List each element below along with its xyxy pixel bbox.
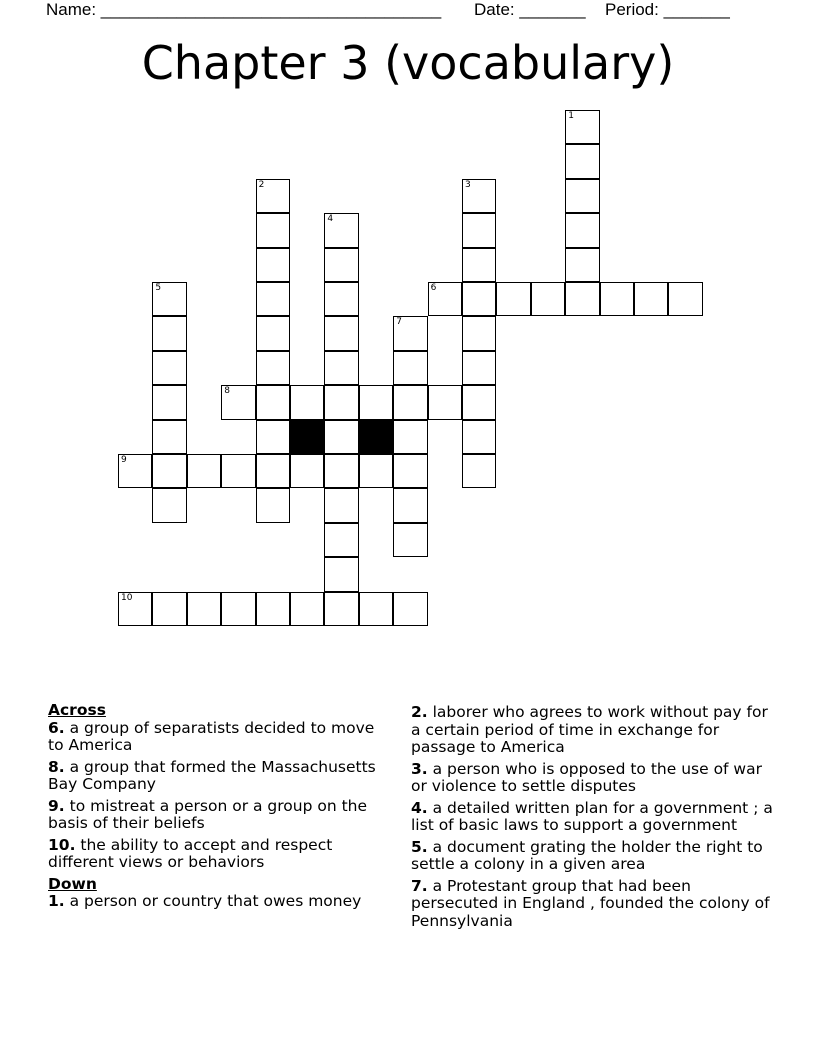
grid-cell[interactable] [221,454,255,488]
clue-down-7: 7. a Protestant group that had been persecuted in England , founded the colony of Pennsylvania [411,876,770,930]
grid-cell[interactable] [462,248,496,282]
clues-column-right [411,704,781,934]
grid-cell[interactable] [324,557,358,591]
grid-cell[interactable] [565,282,599,316]
date-field[interactable]: Date: _______ [474,0,586,19]
cell-number: 1 [568,111,574,121]
name-field[interactable]: Name: ____________________________________ [46,0,442,19]
grid-cell[interactable] [221,385,255,419]
grid-cell[interactable] [221,592,255,626]
cell-number: 2 [258,179,265,190]
grid-cell[interactable] [152,385,186,419]
cell-number: 10 [121,592,133,603]
grid-cell[interactable] [462,351,496,385]
grid-cell[interactable] [256,316,290,350]
grid-cell[interactable] [393,316,427,350]
grid-cell[interactable] [600,282,634,316]
grid-cell[interactable] [428,282,462,316]
grid-cell[interactable] [187,454,221,488]
grid-cell[interactable] [256,592,290,626]
grid-cell[interactable] [428,385,462,419]
grid-cell[interactable] [256,179,290,213]
black-cell [359,420,393,454]
grid-cell[interactable] [324,454,358,488]
grid-cell[interactable] [393,592,427,626]
cell-number: 4 [327,214,334,225]
grid-cell[interactable] [462,316,496,350]
grid-cell[interactable] [324,282,358,316]
grid-cell[interactable] [324,385,358,419]
grid-cell[interactable] [152,351,186,385]
grid-cell[interactable] [462,454,496,488]
grid-cell[interactable] [324,316,358,350]
grid-cell[interactable] [496,282,530,316]
clue-down-3: 3. a person who is opposed to the use of war or violence to settle disputes [411,759,762,795]
grid-cell[interactable] [324,592,358,626]
grid-cell[interactable] [290,454,324,488]
clue-across: 10. the ability to accept and respect different views or behaviors [48,835,333,871]
cell-number: 5 [155,283,162,293]
grid-cell[interactable] [118,454,152,488]
grid-cell[interactable] [256,248,290,282]
grid-cell[interactable] [359,592,393,626]
grid-cell[interactable] [256,351,290,385]
grid-cell[interactable] [393,420,427,454]
clues-column-left [48,702,393,915]
cell-number: 9 [121,455,127,465]
grid-cell[interactable] [393,385,427,419]
grid-cell[interactable] [256,385,290,419]
grid-cell[interactable] [256,213,290,247]
clue-down-2: 2. laborer who agrees to work without pay for a certain period of time in exchange for passage to America [411,703,768,756]
grid-cell[interactable] [152,592,186,626]
cell-number: 3 [465,179,471,190]
grid-cell[interactable] [324,488,358,522]
grid-cell[interactable] [118,592,152,626]
period-field[interactable]: Period: _______ [605,0,730,19]
grid-cell[interactable] [359,454,393,488]
grid-cell[interactable] [256,420,290,454]
grid-cell[interactable] [152,420,186,454]
grid-cell[interactable] [462,213,496,247]
grid-cell[interactable] [565,179,599,213]
grid-cell[interactable] [324,213,358,247]
grid-cell[interactable] [393,454,427,488]
down-heading: Down [48,874,97,893]
grid-cell[interactable] [324,420,358,454]
grid-cell[interactable] [290,592,324,626]
grid-cell[interactable] [256,488,290,522]
cell-number: 7 [396,317,402,328]
clue-across: 9. to mistreat a person or a group on the basis of their beliefs [48,796,368,832]
grid-cell[interactable] [462,420,496,454]
grid-cell[interactable] [324,248,358,282]
grid-cell[interactable] [462,385,496,419]
cell-number: 8 [224,386,230,397]
across-heading: Across [48,701,106,719]
grid-cell[interactable] [324,351,358,385]
page-title: Chapter 3 (vocabulary) [141,36,675,90]
grid-cell[interactable] [256,454,290,488]
clue-down-4: 4. a detailed written plan for a government ; a list of basic laws to support a government [411,798,773,834]
grid-cell[interactable] [359,385,393,419]
clue-across: 6. a group of separatists decided to move to America [48,718,375,754]
clue-down-1: 1. a person or country that owes money [48,892,362,910]
grid-cell[interactable] [565,248,599,282]
cell-number: 6 [430,283,437,293]
grid-cell[interactable] [152,488,186,522]
grid-cell[interactable] [462,179,496,213]
grid-cell[interactable] [256,282,290,316]
clue-across: 8. a group that formed the Massachusetts Bay Company [48,757,376,793]
grid-cell[interactable] [152,316,186,350]
grid-cell[interactable] [393,488,427,522]
grid-cell[interactable] [324,523,358,557]
grid-cell[interactable] [462,282,496,316]
black-cell [290,420,324,454]
grid-cell[interactable] [565,110,599,144]
grid-cell[interactable] [531,282,565,316]
grid-cell[interactable] [393,351,427,385]
grid-cell[interactable] [634,282,668,316]
clue-down-5: 5. a document grating the holder the right to settle a colony in a given area [411,837,763,873]
grid-cell[interactable] [565,213,599,247]
grid-cell[interactable] [290,385,324,419]
grid-cell[interactable] [565,144,599,178]
grid-cell[interactable] [152,454,186,488]
grid-cell[interactable] [393,523,427,557]
grid-cell[interactable] [668,282,702,316]
grid-cell[interactable] [152,282,186,316]
grid-cell[interactable] [187,592,221,626]
